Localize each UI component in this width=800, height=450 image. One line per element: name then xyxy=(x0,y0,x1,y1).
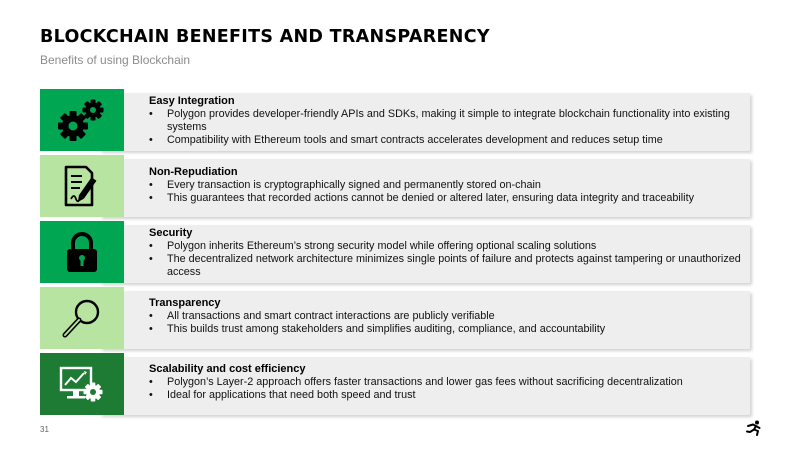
bullet-list xyxy=(149,376,749,402)
bullet-marker: • xyxy=(149,108,153,120)
page-title: BLOCKCHAIN BENEFITS AND TRANSPARENCY xyxy=(40,27,490,47)
bullet-text: This guarantees that recorded actions cannot be denied or altered later, ensuring data integrity and traceability xyxy=(167,192,694,205)
bullet-marker: • xyxy=(149,310,153,322)
card-content xyxy=(149,363,749,402)
card-heading: Security xyxy=(149,227,193,239)
card-heading: Non-Repudiation xyxy=(149,166,238,178)
bullet-item xyxy=(149,134,749,147)
benefit-card-non-repudiation xyxy=(40,155,745,217)
bullet-marker: • xyxy=(149,376,153,388)
bullet-item xyxy=(149,323,749,336)
bullet-item xyxy=(149,389,749,402)
bullet-item xyxy=(149,253,749,279)
runner-logo-icon xyxy=(746,420,762,436)
bullet-marker: • xyxy=(149,240,153,252)
benefit-card-scalability xyxy=(40,353,745,415)
bullet-list xyxy=(149,179,749,205)
card-heading: Transparency xyxy=(149,297,221,309)
bullet-list xyxy=(149,108,749,148)
bullet-text: The decentralized network architecture minimizes single points of failure and protects against tampering or unauthorized access xyxy=(167,253,741,279)
monitor-chart-gear-icon xyxy=(57,362,107,406)
bullet-item xyxy=(149,192,749,205)
bullet-text: All transactions and smart contract interactions are publicly verifiable xyxy=(167,310,495,322)
card-content xyxy=(149,166,749,205)
benefit-card-easy-integration xyxy=(40,89,745,151)
page-subtitle: Benefits of using Blockchain xyxy=(40,53,191,67)
bullet-marker: • xyxy=(149,134,153,147)
bullet-marker: • xyxy=(149,192,153,205)
signed-document-icon xyxy=(60,163,104,209)
card-content xyxy=(149,227,749,280)
bullet-marker: • xyxy=(149,253,153,266)
bullet-text: Polygon inherits Ethereum’s strong security model while offering optional scaling solutions xyxy=(167,240,597,252)
card-content xyxy=(149,297,749,336)
benefit-card-security xyxy=(40,221,745,283)
icon-tile xyxy=(40,155,124,217)
bullet-marker: • xyxy=(149,389,153,402)
icon-tile xyxy=(40,287,124,349)
bullet-text: Compatibility with Ethereum tools and smart contracts accelerates development and reduces setup time xyxy=(167,134,663,147)
bullet-item xyxy=(149,179,749,192)
icon-tile xyxy=(40,221,124,283)
bullet-item xyxy=(149,108,749,134)
bullet-item xyxy=(149,240,749,253)
padlock-icon xyxy=(64,230,100,274)
magnifier-icon xyxy=(59,295,105,341)
bullet-text: Polygon’s Layer-2 approach offers faster transactions and lower gas fees without sacrificing decentralization xyxy=(167,376,683,388)
bullet-marker: • xyxy=(149,179,153,191)
bullet-marker: • xyxy=(149,323,153,336)
card-heading: Scalability and cost efficiency xyxy=(149,363,306,375)
card-heading: Easy Integration xyxy=(149,95,235,107)
page-number: 31 xyxy=(40,425,49,434)
icon-tile xyxy=(40,89,124,151)
icon-tile xyxy=(40,353,124,415)
bullet-text: This builds trust among stakeholders and simplifies auditing, compliance, and accountability xyxy=(167,323,606,336)
bullet-text: Ideal for applications that need both speed and trust xyxy=(167,389,416,402)
bullet-list xyxy=(149,240,749,280)
card-content xyxy=(149,95,749,148)
gears-icon xyxy=(56,97,108,143)
bullet-item xyxy=(149,310,749,323)
bullet-text: Every transaction is cryptographically signed and permanently stored on-chain xyxy=(167,179,541,191)
bullet-item xyxy=(149,376,749,389)
benefit-card-transparency xyxy=(40,287,745,349)
bullet-text: Polygon provides developer-friendly APIs and SDKs, making it simple to integrate blockchain functionality into existing systems xyxy=(167,108,730,134)
bullet-list xyxy=(149,310,749,336)
